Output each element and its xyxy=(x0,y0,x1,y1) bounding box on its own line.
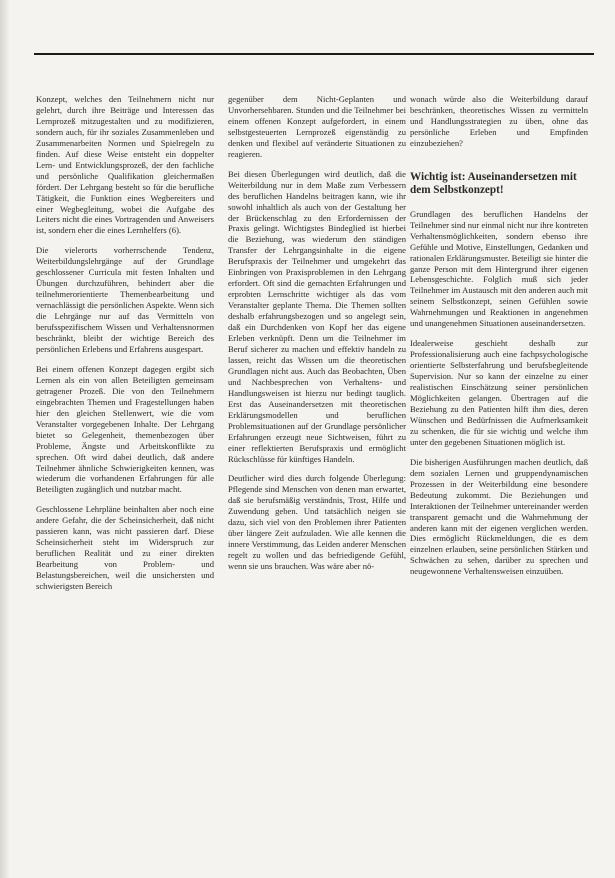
page-edge-shadow xyxy=(0,0,10,878)
text-column-3 xyxy=(410,94,588,856)
paragraph: Deutlicher wird dies durch folgende Überlegung: Pflegende sind Menschen von denen man erwartet, daß sie berufsmäßig verständnis, Trost, Hilfe und Zuwendung geben. Und tatsächlich neigen sie dazu, sich viel von den Problemen ihrer Patienten über längere Zeit aufzuladen. Wie alle kennen die innere Verstimmung, das Leiden anderer Menschen regelt zu wollen und das befriedigende Gefühl, wenn sie uns brauchen. Was wäre aber nö- xyxy=(228,473,406,572)
paragraph: Bei einem offenen Konzept dagegen ergibt sich Lernen als ein von allen Beteiligten gemeinsam getragener Prozeß. Die von den Teilnehmern eingebrachten Themen und Fragestellungen haben hier den gleichen Stellenwert, wie die vom Veranstalter vorgegebenen Inhalte. Der Lehrgang bietet so Gelegenheit, themenbezogen über Probleme, Ängste und Arbeitskonflikte zu sprechen. Oft wird dabei deutlich, daß andere Teilnehmer ähnliche Schwierigkeiten kennen, was wiederum die vorhandenen Erfahrungen für alle Beteiligten zugänglich und nutzbar macht. xyxy=(36,363,214,495)
paragraph: Die vielerorts vorherrschende Tendenz, Weiterbildungslehrgänge auf der Grundlage geschlossener Curricula mit festen Inhalten und Übungen durchzuführen, behindert aber die teilnehmerorientierte Themenbearbeitung und vernachlässigt die persönlichen Aspekte. Wenn sich die Lehrgänge nur auf das Vermitteln von berufsspezifischem Wissen und Verhaltensnormen beschränkt, bleibt der wichtige Bereich des persönlichen Erlebens und Erfahrens ausgespart. xyxy=(36,245,214,354)
paragraph: Bei diesen Überlegungen wird deutlich, daß die Weiterbildung nur in dem Maße zum Verbessern des beruflichen Handelns beitragen kann, wie ihr sowohl inhaltlich als auch von der Gestaltung her der Brückenschlag zu den Erfordernissen der Praxis gelingt. Wichtigstes Bindeglied ist hierbei die Beziehung, was wiederum den ständigen Transfer der Lehrgangsinhalte in die eigene Berufspraxis der Teilnehmer und umgekehrt das Einbringen von Praxisproblemen in den Lehrgang erfordert. Oft sind die gemachten Erfahrungen und erprobten Lernschritte wichtiger als das vom Veranstalter geplante Thema. Die Themen sollten deshalb erfahrungsbezogen und so angelegt sein, daß ein Durchdenken von Kopf her das eigene Erleben verknüpft. Denn um die Teilnehmer im Beruf sicherer zu machen und effektiv handeln zu lassen, reicht das Wissen um die theoretischen Grundlagen nicht aus. Auch das Beobachten, Üben und Nachbesprechen von Verhaltens- und Handlungsweisen ist hierzu nur bedingt tauglich. Erst das Auseinandersetzen mit theoretischen Erklärungsmodellen und beruflichen Problemsituationen auf der Grundlage persönlicher Erfahrungen erzeugt neue Sichtweisen, führt zu einer reflektierten Berufspraxis und ermöglicht Rückschlüsse für künftiges Handeln. xyxy=(228,168,406,464)
section-heading: Wichtig ist: Auseinandersetzen mit dem Selbstkonzept! xyxy=(410,170,577,197)
paragraph: gegenüber dem Nicht-Geplanten und Unvorhersehbaren. Stunden und die Teilnehmer bei einem offenen Konzept aufgefordert, in einem selbstgesteuerten Lernprozeß eigenständig zu denken und flexibel auf veränderte Situationen zu reagieren. xyxy=(228,94,406,159)
text-column-2 xyxy=(228,94,406,856)
text-column-1 xyxy=(36,94,214,856)
paragraph: Idealerweise geschieht deshalb zur Professionalisierung auch eine fachpsychologische orientierte Selbsterfahrung und berufsbegleitende Supervision. Nur so kann der einzelne zu einer realistischen Einschätzung seiner persönlichen Möglichkeiten gelangen. Übertragen auf die Beziehung zu den Patienten hilft ihm dies, deren Wünschen und Bedürfnissen die Aufmerksamkeit zu schenken, die für sie wichtig und welche ihm unter den gegebenen Situationen möglich ist. xyxy=(410,338,588,447)
paragraph: wonach würde also die Weiterbildung darauf beschränken, theoretisches Wissen zu vermitteln und Handlungsstrategien zu üben, ohne das persönliche Erleben und Empfinden einzubeziehen? xyxy=(410,94,588,148)
paragraph: Konzept, welches den Teilnehmern nicht nur gelehrt, durch ihre Beiträge und Interessen das Lernprozeß mitzugestalten und zu modifizieren, sondern auch, für ihr soziales Zusammenleben und Zusammenarbeiten Normen und Spielregeln zu finden. Auf diese Weise entsteht ein doppelter Lern- und Entwicklungsprozeß, der den fachliche und persönliche Qualifikation gleichermaßen fördert. Der Lehrgang besteht so für die berufliche Tätigkeit, die Funktion eines Wegbereiters und einer Wegbegleitung, wobei die Aufgabe des Leiters nicht die eines Vortragenden und Anweisers ist, sondern eher die eines Lernhelfers (6). xyxy=(36,94,214,236)
paragraph: Grundlagen des beruflichen Handelns der Teilnehmer sind nur einmal nicht nur ihre kontreten Verhaltensmöglichkeiten, sondern ebenso ihre Gefühle und Motive, Einstellungen, Gedanken und rationalen Erklärungsmuster. Beteiligt sie hinter die ganze Person mit dem Hintergrund ihrer eigenen Lebensgeschichte. Folglich muß sich jeder Teilnehmer im Austausch mit den anderen auch mit seinem Selbstkonzept, seinen Gefühlen sowie Wahrnehmungen und Reaktionen in angenehmen und unangenehmen Situationen auseinandersetzen. xyxy=(410,208,588,329)
paragraph: Die bisherigen Ausführungen machen deutlich, daß dem sozialen Lernen und gruppendynamischen Prozessen in der Weiterbildung eine besondere Bedeutung zukommt. Die Beziehungen und Interaktionen der Teilnehmer untereinander werden transparent gemacht und die Wahrnehmung der anderen kann mit der eigenen verglichen werden. Dies ermöglicht Rückmeldungen, die es dem einzelnen erlauben, seine persönlichen Stärken und Schwächen zu sehen, darüber zu sprechen und neugewonnene Verhaltensweisen einzuüben. xyxy=(410,456,588,577)
header-rule xyxy=(34,53,594,55)
paragraph: Geschlossene Lehrpläne beinhalten aber noch eine andere Gefahr, die der Scheinsicherheit, daß nicht passieren kann, was nicht passieren darf. Diese Scheinsicherheit steht im Widerspruch zur beruflichen Realität und zu einer direkten Bearbeitung von Problem- und Belastungsbereichen, weil die unsichersten und schwierigsten Bereich xyxy=(36,504,214,592)
